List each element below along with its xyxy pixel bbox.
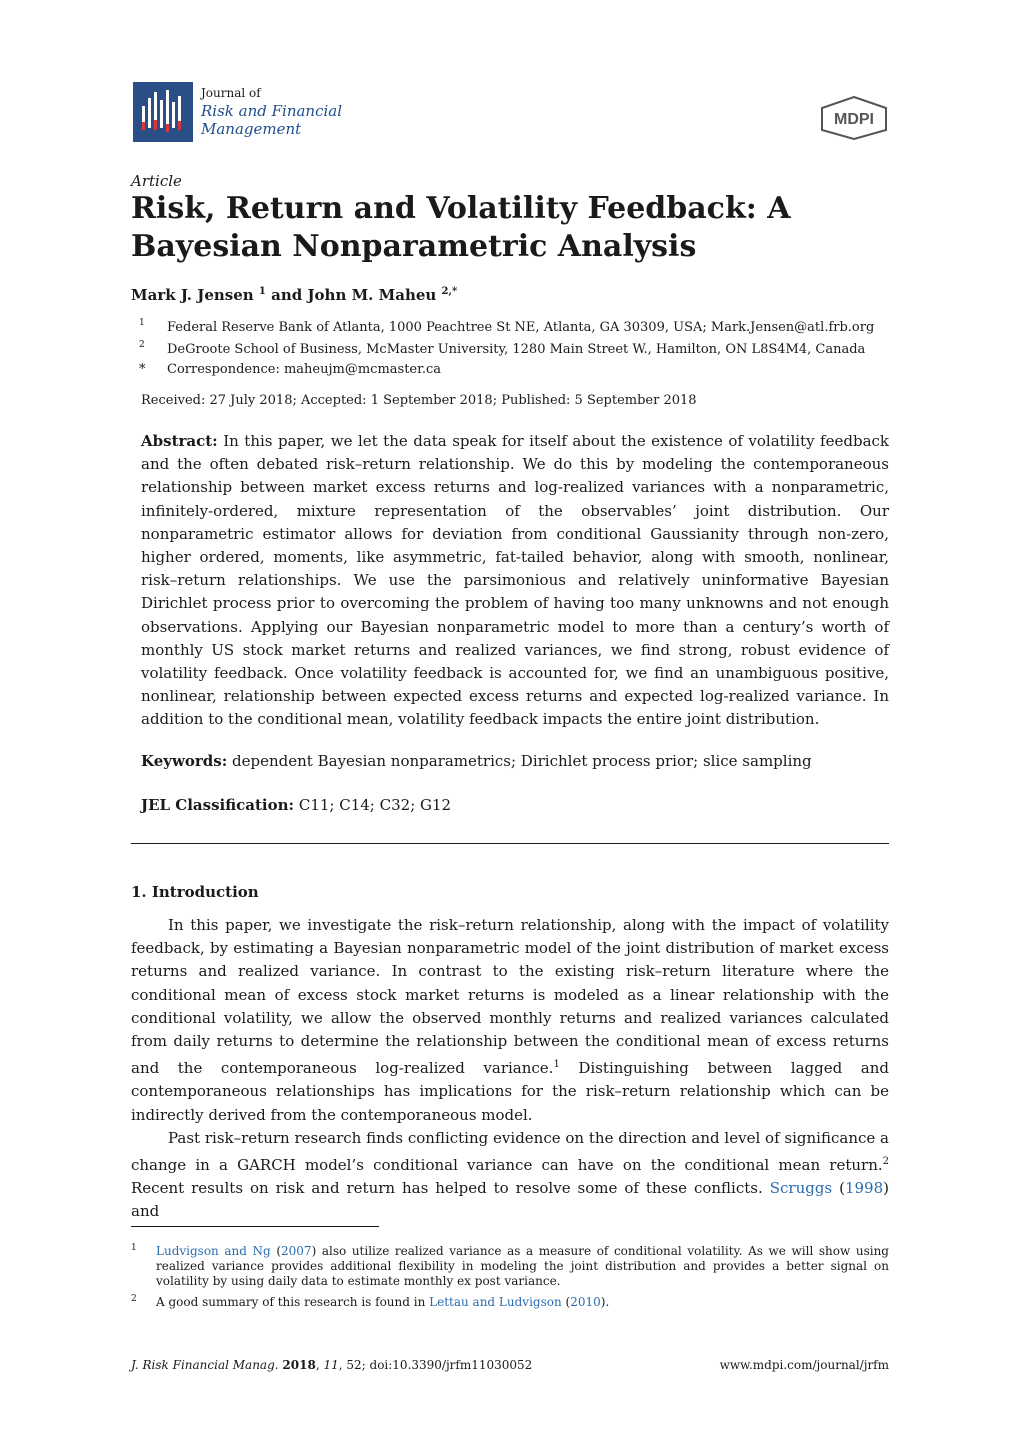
abstract	[141, 430, 889, 732]
correspondence-marker: *	[139, 362, 146, 377]
footer-volume: 11	[323, 1358, 339, 1372]
footnote-rule	[131, 1226, 379, 1227]
paragraph-2-text: Past risk–return research finds conflicting evidence on the direction and level of significance a change in a GARCH model’s conditional variance can have on the conditional mean return.	[131, 1128, 889, 1175]
footnote-1	[131, 1244, 889, 1289]
author-1: Mark J. Jensen	[131, 286, 254, 304]
journal-logo	[133, 82, 193, 142]
paragraph-1-tail: Distinguishing between lagged and contemporaneous relationships has implications for the risk–return relationship which can be indirectly derived from the contemporaneous model.	[131, 1059, 889, 1124]
bar-chart-logo-icon	[133, 82, 193, 142]
journal-name	[201, 102, 401, 138]
author-2-affiliation: 2,*	[441, 286, 458, 297]
paragraph-2: Past risk–return research finds conflicting evidence on the direction and level of significance a change in a GARCH model’s conditional variance can have on the conditional mean return.$^2$ Recent results on risk and return has helped to resolve some of these conflicts. Scruggs (1998) and	[131, 1128, 889, 1221]
publication-dates: Received: 27 July 2018; Accepted: 1 September 2018; Published: 5 September 2018	[141, 393, 697, 408]
author-list	[131, 286, 457, 304]
paragraph-2-tail: Recent results on risk and return has helped to resolve some of these conflicts.	[131, 1179, 770, 1198]
footnote-body-after: ).	[600, 1295, 610, 1309]
jel-classification	[141, 796, 451, 814]
paragraph-1	[131, 914, 889, 1127]
footnote-citation-year-link[interactable]: 2007	[281, 1244, 312, 1258]
article-type: Article	[131, 172, 182, 190]
affiliation-marker: 1	[139, 318, 145, 328]
journal-url[interactable]: www.mdpi.com/journal/jrfm	[719, 1358, 889, 1372]
footnote-body: also utilize realized variance as a measure of conditional volatility. As we will show using realized variance provides additional flexibility in modeling the joint distribution and provides a better signal on volatility by using daily data to estimate monthly ex post variance.	[156, 1244, 889, 1288]
keywords	[141, 752, 889, 770]
mdpi-hexagon-icon	[820, 96, 888, 140]
jel-text: C11; C14; C32; G12	[298, 796, 452, 814]
paper-title: Risk, Return and Volatility Feedback: A Bayesian Nonparametric Analysis	[131, 191, 791, 264]
paragraph-1-text: In this paper, we investigate the risk–return relationship, along with the impact of volatility feedback, by estimating a Bayesian nonparametric model of the joint distribution of market excess returns and realized variance. In contrast to the existing risk–return literature where the conditional mean of excess stock market returns is modeled as a linear relationship with the conditional volatility, we allow the observed monthly returns and realized variances calculated from daily returns to determine the relationship between the conditional mean of excess returns and the contemporaneous log-realized variance.	[131, 916, 889, 1078]
footnote-body-before: A good summary of this research is found in	[156, 1295, 430, 1309]
footnote-number: 1	[131, 1243, 137, 1253]
correspondence-text: Correspondence: maheujm@mcmaster.ca	[167, 362, 442, 377]
keywords-label: Keywords:	[141, 752, 228, 770]
footnote-ref-2[interactable]: 2	[882, 1156, 889, 1168]
footnote-citation-link[interactable]: Lettau and Ludvigson	[429, 1295, 562, 1309]
jel-label: JEL Classification:	[141, 796, 295, 814]
footnote-ref-1[interactable]: 1	[553, 1059, 560, 1071]
affiliation-text: Federal Reserve Bank of Atlanta, 1000 Peachtree St NE, Atlanta, GA 30309, USA; Mark.Jensen@atl.frb.org	[167, 320, 875, 335]
paragraph-2-end: and	[131, 1202, 160, 1221]
author-1-affiliation: 1	[258, 286, 266, 297]
footnote-text: Ludvigson and Ng (2007) also utilize realized variance as a measure of conditional volatility. As we will show using realized variance provides additional flexibility in modeling the joint distribution and provides a better signal on volatility by using daily data to estimate monthly ex post variance.	[156, 1244, 889, 1288]
footnote-text: A good summary of this research is found in Lettau and Ludvigson (2010).	[156, 1295, 610, 1309]
svg-text:MDPI: MDPI	[834, 111, 874, 128]
footnote-citation-year-link[interactable]: 2010	[570, 1295, 601, 1309]
footer-doi: , 52; doi:10.3390/jrfm11030052	[338, 1358, 533, 1372]
mdpi-logo	[820, 96, 888, 140]
abstract-label: Abstract:	[141, 432, 218, 450]
affiliation-text: DeGroote School of Business, McMaster University, 1280 Main Street W., Hamilton, ON L8S4M4, Canada	[167, 342, 866, 357]
keywords-text: dependent Bayesian nonparametrics; Dirichlet process prior; slice sampling	[232, 752, 812, 770]
author-conjunction: and	[265, 286, 308, 304]
citation-link[interactable]: Scruggs	[769, 1179, 833, 1198]
author-2: John M. Maheu	[307, 286, 437, 304]
citation-footer: J. Risk Financial Manag. 2018, 11, 52; doi:10.3390/jrfm11030052	[131, 1358, 533, 1372]
section-divider	[131, 843, 889, 844]
journal-of-label: Journal of	[201, 86, 261, 100]
section-heading: 1. Introduction	[131, 883, 259, 901]
footnote-number: 2	[131, 1294, 137, 1304]
journal-name-line1: Risk and Financial	[201, 102, 343, 120]
journal-name-line2: Management	[201, 120, 302, 138]
abstract-text: In this paper, we let the data speak for itself about the existence of volatility feedback and the often debated risk–return relationship. We do this by modeling the contemporaneous relationship between market excess returns and log-realized variances with a nonparametric, infinitely-ordered, mixture representation of the observables’ joint distribution. Our nonparametric estimator allows for deviation from conditional Gaussianity through non-zero, higher ordered, moments, like asymmetric, fat-tailed behavior, along with smooth, nonlinear, risk–return relationships. We use the parsimonious and relatively uninformative Bayesian Dirichlet process prior to overcoming the problem of having too many unknowns and not enough observations. Applying our Bayesian nonparametric model to more than a century’s worth of monthly US stock market returns and realized variances, we find strong, robust evidence of volatility feedback. Once volatility feedback is accounted for, we find an unambiguous positive, nonlinear, relationship between expected excess returns and expected log-realized variance. In addition to the conditional mean, volatility feedback impacts the entire joint distribution.	[141, 432, 889, 729]
footer-year: 2018	[282, 1358, 316, 1372]
journal-abbrev: J. Risk Financial Manag.	[131, 1358, 279, 1372]
affiliation-marker: 2	[139, 340, 145, 350]
footnote-2	[131, 1295, 889, 1310]
citation-year-link[interactable]: 1998	[844, 1179, 884, 1198]
section-body	[131, 914, 889, 1224]
footnote-citation-link[interactable]: Ludvigson and Ng	[156, 1244, 271, 1258]
